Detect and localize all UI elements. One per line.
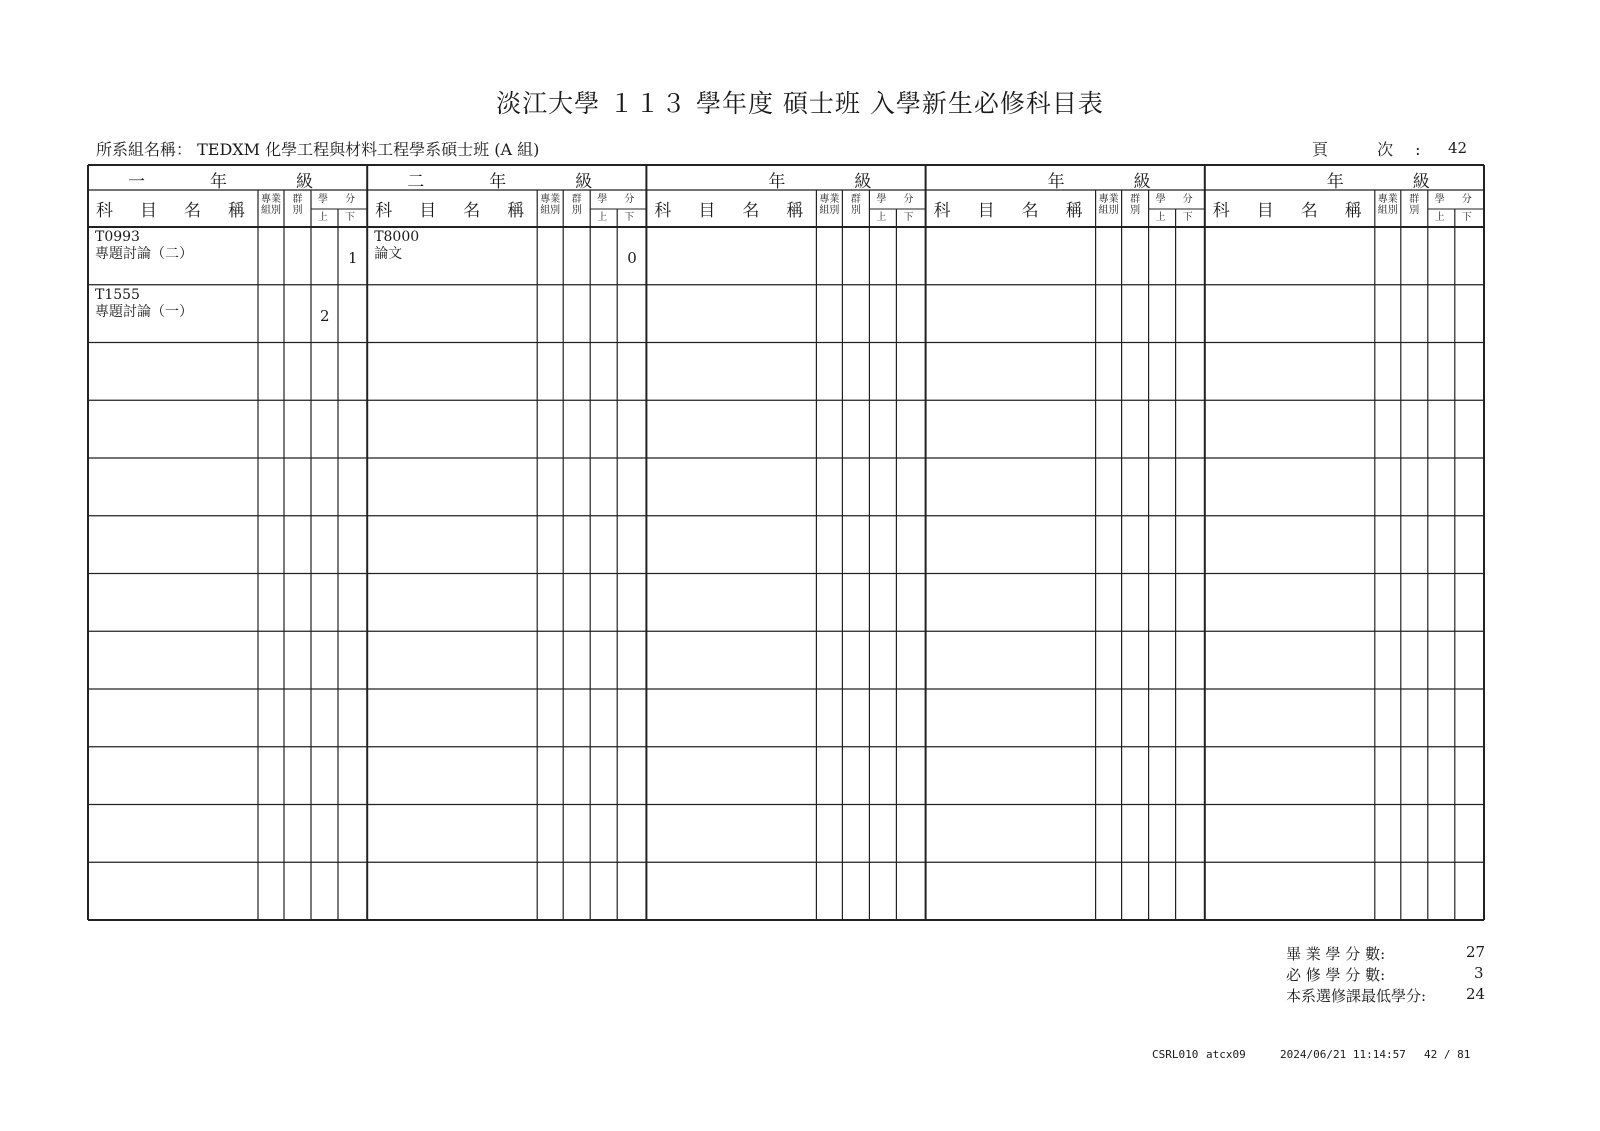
year-nian: 年 — [489, 172, 507, 192]
program-group-header: 專業 — [261, 194, 281, 205]
course-code: T8000 — [374, 229, 420, 245]
subject-name-header: 目 — [977, 201, 995, 221]
credits-header: 分 — [624, 194, 635, 205]
program-group-header: 專業 — [819, 194, 840, 205]
credits-header: 學 — [318, 194, 328, 205]
year-ji: 級 — [575, 172, 593, 192]
credits-header: 分 — [903, 194, 914, 205]
program-group-header: 組別 — [540, 205, 561, 216]
credits-header: 學 — [1434, 194, 1445, 205]
required-credits-label: 必 修 學 分 數: — [1286, 966, 1386, 984]
subject-name-header: 稱 — [786, 201, 804, 221]
subject-name-header: 目 — [698, 201, 716, 221]
first-term-header: 上 — [1155, 212, 1166, 223]
second-term-header: 下 — [1182, 212, 1193, 223]
credits-header: 分 — [345, 194, 355, 205]
credits-header: 分 — [1461, 194, 1472, 205]
subject-name-header: 名 — [1300, 201, 1318, 221]
year-ji: 級 — [296, 172, 313, 192]
course-name: 專題討論（二） — [95, 246, 193, 262]
subject-name-header: 目 — [140, 201, 157, 221]
second-term-credits: 0 — [627, 249, 637, 267]
first-term-header: 上 — [876, 212, 887, 223]
footer-user: atcx09 — [1206, 1048, 1246, 1061]
elective-credits-label: 本系選修課最低學分: — [1286, 987, 1427, 1005]
subject-name-header: 稱 — [1344, 201, 1362, 221]
cluster-header: 群 — [1409, 194, 1420, 205]
cluster-header: 群 — [850, 194, 861, 205]
year-prefix: 一 — [128, 172, 145, 192]
year-nian: 年 — [1047, 172, 1065, 192]
footer-pages: 42 / 81 — [1424, 1048, 1471, 1061]
graduation-credits-label: 畢 業 學 分 數: — [1286, 945, 1386, 963]
program-group-header: 專業 — [1098, 194, 1119, 205]
second-term-header: 下 — [903, 212, 914, 223]
first-term-header: 上 — [1434, 212, 1445, 223]
subject-name-header: 名 — [463, 201, 481, 221]
subject-name-header: 科 — [375, 201, 393, 221]
graduation-credits-value: 27 — [1466, 943, 1486, 961]
program-group-header: 專業 — [1377, 194, 1398, 205]
program-group-header: 組別 — [1377, 205, 1398, 216]
credits-header: 學 — [876, 194, 887, 205]
subject-name-header: 名 — [1021, 201, 1039, 221]
page-label: 頁 次: — [1312, 140, 1443, 159]
credits-header: 分 — [1182, 194, 1193, 205]
cluster-header: 群 — [1130, 194, 1141, 205]
course-name: 論文 — [374, 246, 403, 262]
program-group-header: 組別 — [1098, 205, 1119, 216]
credits-header: 學 — [1155, 194, 1166, 205]
cluster-header: 別 — [292, 205, 303, 216]
elective-credits-value: 24 — [1466, 985, 1486, 1003]
subject-name-header: 名 — [184, 201, 201, 221]
subject-name-header: 稱 — [228, 201, 245, 221]
first-term-credits: 2 — [320, 306, 330, 325]
year-ji: 級 — [1412, 172, 1430, 192]
program-group-header: 專業 — [540, 194, 561, 205]
program-group-header: 組別 — [819, 205, 840, 216]
department-name: 所系組名稱： TEDXM 化學工程與材料工程學系碩士班 (A 組) — [96, 140, 540, 159]
year-prefix: 二 — [407, 172, 425, 192]
cluster-header: 別 — [1409, 205, 1420, 216]
course-code: T1555 — [95, 286, 140, 303]
subject-name-header: 名 — [742, 201, 760, 221]
cluster-header: 別 — [571, 205, 582, 216]
footer-timestamp: 2024/06/21 11:14:57 — [1280, 1048, 1406, 1061]
year-ji: 級 — [1133, 172, 1151, 192]
second-term-header: 下 — [1461, 212, 1472, 223]
subject-name-header: 科 — [654, 201, 672, 221]
cluster-header: 群 — [292, 194, 303, 205]
page-number: 42 — [1448, 139, 1468, 157]
cluster-header: 群 — [571, 194, 582, 205]
subject-name-header: 科 — [933, 201, 951, 221]
second-term-header: 下 — [345, 212, 355, 223]
footer-program: CSRL010 — [1152, 1048, 1199, 1061]
cluster-header: 別 — [1130, 205, 1141, 216]
first-term-header: 上 — [597, 212, 608, 223]
subject-name-header: 目 — [419, 201, 437, 221]
course-code: T0993 — [95, 229, 140, 245]
credits-header: 學 — [597, 194, 608, 205]
course-name: 專題討論（一） — [95, 303, 193, 320]
year-ji: 級 — [854, 172, 872, 192]
year-nian: 年 — [210, 172, 227, 192]
subject-name-header: 科 — [1212, 201, 1230, 221]
subject-name-header: 稱 — [1065, 201, 1083, 221]
year-nian: 年 — [768, 172, 786, 192]
required-credits-value: 3 — [1474, 964, 1484, 982]
subject-name-header: 科 — [96, 201, 113, 221]
document-title: 淡江大學 １１３ 學年度 碩士班 入學新生必修科目表 — [496, 89, 1104, 118]
second-term-credits: 1 — [348, 249, 358, 267]
year-nian: 年 — [1326, 172, 1344, 192]
cluster-header: 別 — [850, 205, 861, 216]
subject-name-header: 目 — [1256, 201, 1274, 221]
first-term-header: 上 — [318, 212, 328, 223]
program-group-header: 組別 — [261, 205, 281, 216]
subject-name-header: 稱 — [507, 201, 525, 221]
second-term-header: 下 — [624, 212, 635, 223]
